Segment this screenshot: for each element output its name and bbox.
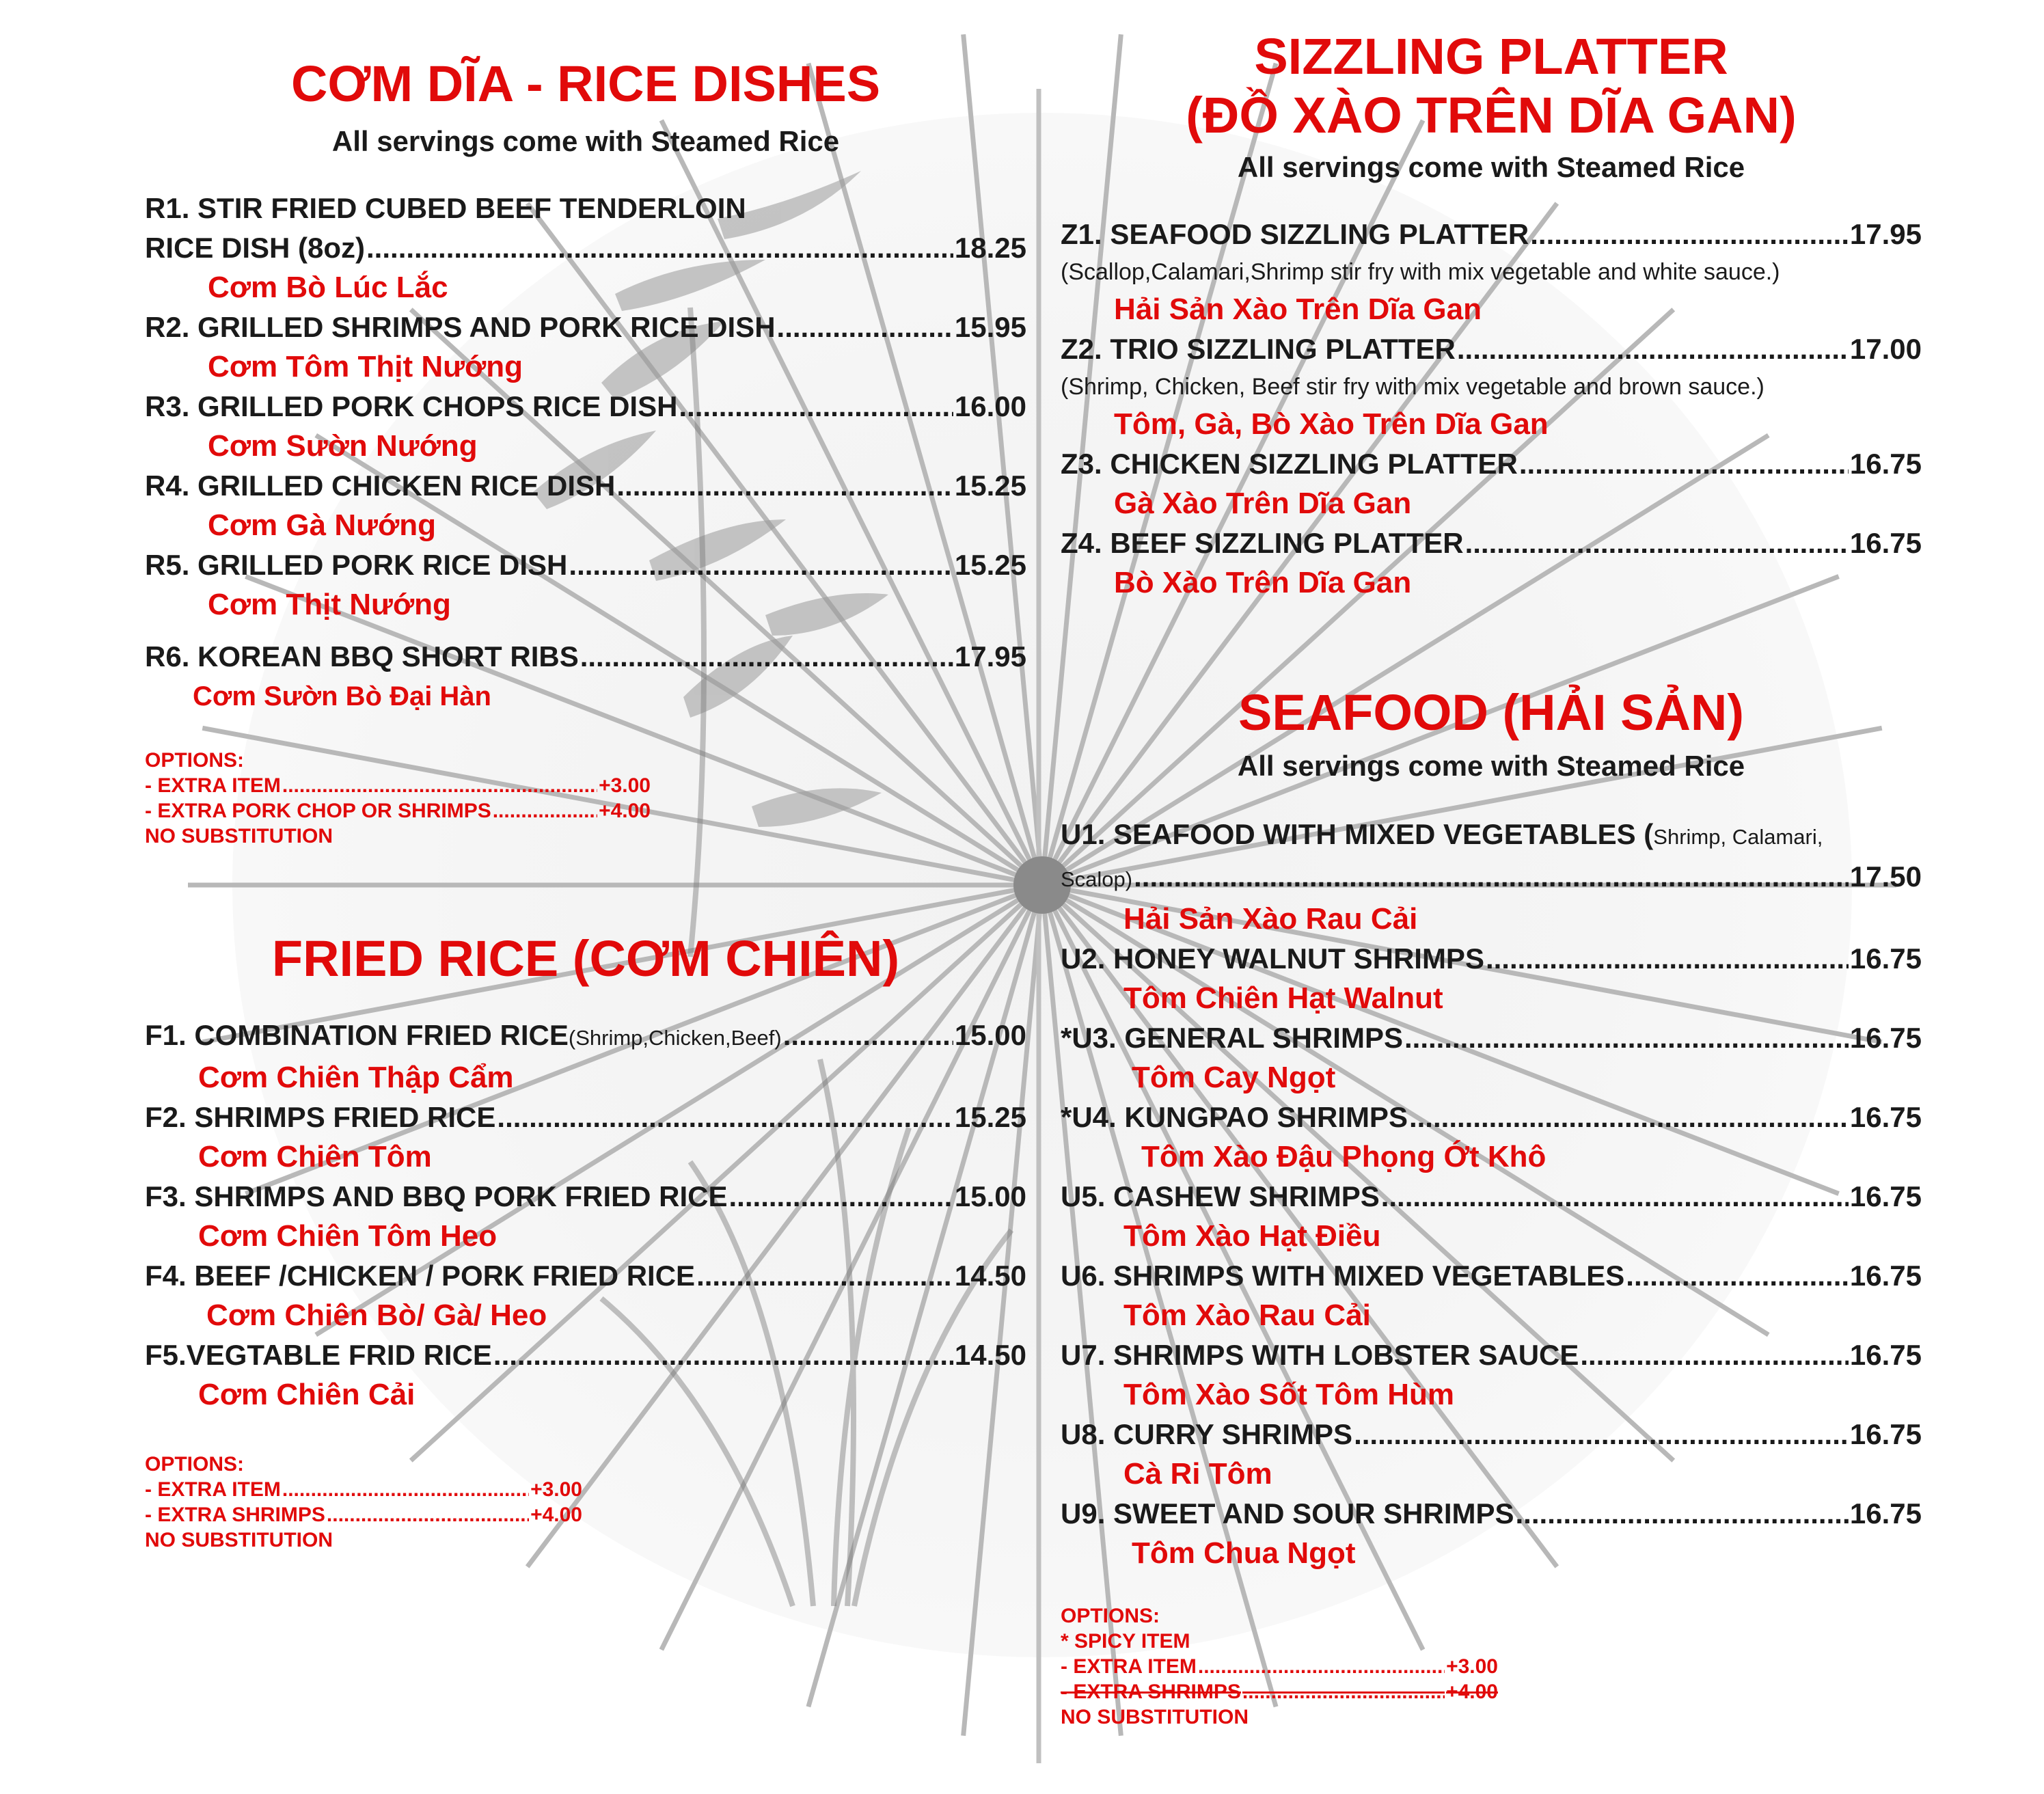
menu-item-u5: [1061, 1177, 1922, 1256]
item-price: 16.75: [1849, 1497, 1922, 1530]
leader-dots: [729, 1177, 953, 1217]
item-price: 15.25: [954, 470, 1026, 502]
leader-dots: [282, 1477, 529, 1502]
leader-dots: [1530, 215, 1849, 254]
option-price: +4.00: [599, 800, 651, 822]
sizzling-subtitle: All servings come with Steamed Rice: [1237, 151, 1745, 183]
menu-item-r3: [145, 387, 1026, 466]
leader-dots: [1580, 1335, 1849, 1375]
menu-item-z1: [1061, 215, 1922, 329]
option-row: [145, 798, 651, 824]
item-vietnamese-name: Cơm Chiên Thập Cẩm: [198, 1061, 514, 1094]
menu-item-u1: [1061, 815, 1922, 939]
item-name: U9. SWEET AND SOUR SHRIMPS: [1061, 1497, 1514, 1530]
no-substitution-note: NO SUBSTITUTION: [145, 1529, 333, 1551]
item-name: F2. SHRIMPS FRIED RICE: [145, 1101, 496, 1133]
leader-dots: [679, 387, 953, 426]
leader-dots: [696, 1256, 953, 1296]
rice-dishes-list: [145, 189, 1026, 716]
option-row: [145, 1502, 582, 1527]
menu-item-f1: [145, 1016, 1026, 1098]
item-vietnamese-name: Hải Sản Xào Trên Dĩa Gan: [1114, 293, 1482, 326]
leader-dots: [327, 1502, 529, 1527]
no-substitution-note: NO SUBSTITUTION: [1061, 1706, 1249, 1728]
item-name: F3. SHRIMPS AND BBQ PORK FRIED RICE: [145, 1180, 728, 1212]
item-vietnamese-name: Cơm Sườn Nướng: [208, 429, 478, 463]
leader-dots: [1198, 1654, 1445, 1679]
option-label: - EXTRA ITEM: [145, 774, 281, 797]
item-price: 18.25: [954, 232, 1026, 264]
menu-item-u6: [1061, 1256, 1922, 1335]
option-row: [145, 773, 651, 798]
item-vietnamese-name: Gà Xào Trên Dĩa Gan: [1114, 487, 1412, 520]
menu-item-z2: [1061, 329, 1922, 444]
menu-item-f5: [145, 1335, 1026, 1415]
leader-dots: [1465, 524, 1849, 563]
item-vietnamese-name: Cơm Tôm Thịt Nướng: [208, 350, 523, 383]
option-price: +3.00: [530, 1478, 582, 1501]
item-price: 16.75: [1849, 942, 1922, 975]
seafood-list: [1061, 815, 1922, 1573]
item-price: 15.95: [954, 311, 1026, 343]
option-label: - EXTRA ITEM: [1061, 1655, 1197, 1678]
leader-dots: [493, 798, 597, 824]
item-vietnamese-name: Tôm Xào Hạt Điều: [1123, 1219, 1381, 1253]
option-price: +3.00: [599, 774, 651, 797]
item-price: 15.25: [954, 1101, 1026, 1133]
menu-item-r1: [145, 189, 1026, 308]
leader-dots: [1519, 444, 1849, 484]
item-price: 14.50: [954, 1260, 1026, 1292]
item-vietnamese-name: Cơm Sườn Bò Đại Hàn: [193, 681, 491, 711]
item-name: Z2. TRIO SIZZLING PLATTER: [1061, 333, 1456, 365]
item-vietnamese-name: Tôm, Gà, Bò Xào Trên Dĩa Gan: [1114, 407, 1549, 441]
seafood-options: [1061, 1603, 1922, 1730]
item-name: F5.VEGTABLE FRID RICE: [145, 1339, 492, 1371]
item-vietnamese-name: Tôm Xào Rau Cải: [1123, 1299, 1371, 1332]
item-name: R2. GRILLED SHRIMPS AND PORK RICE DISH: [145, 311, 776, 343]
option-price: +4.00: [1446, 1681, 1498, 1703]
item-vietnamese-name: Tôm Xào Đậu Phọng Ớt Khô: [1141, 1140, 1546, 1173]
item-vietnamese-name: Cơm Chiên Tôm: [198, 1140, 432, 1173]
item-price: 15.25: [954, 549, 1026, 581]
menu-item-u9: [1061, 1494, 1922, 1573]
fried-rice-title: FRIED RICE (CƠM CHIÊN): [271, 930, 900, 987]
item-name: *U3. GENERAL SHRIMPS: [1061, 1022, 1403, 1054]
item-vietnamese-name: Cơm Thịt Nướng: [208, 588, 451, 621]
item-vietnamese-name: Hải Sản Xào Rau Cải: [1123, 902, 1418, 936]
leader-dots: [1404, 1018, 1849, 1058]
fried-rice-section: [145, 929, 1026, 1553]
item-name: U8. CURRY SHRIMPS: [1061, 1418, 1353, 1450]
item-name-cont: RICE DISH (8oz): [145, 232, 366, 264]
item-price: 16.75: [1849, 1101, 1922, 1133]
item-vietnamese-name: Tôm Xào Sốt Tôm Hùm: [1123, 1378, 1454, 1411]
item-price: 16.75: [1849, 1022, 1922, 1054]
item-price: 16.75: [1849, 1339, 1922, 1371]
item-price: 14.50: [954, 1339, 1026, 1371]
leader-dots: [1134, 857, 1849, 897]
spicy-item-note: * SPICY ITEM: [1061, 1630, 1190, 1653]
item-vietnamese-name: Tôm Chiên Hạt Walnut: [1123, 981, 1443, 1015]
item-name: R4. GRILLED CHICKEN RICE DISH: [145, 470, 616, 502]
options-label: OPTIONS:: [1061, 1605, 1160, 1627]
leader-dots: [1354, 1415, 1849, 1454]
sizzling-list: [1061, 215, 1922, 603]
menu-item-u2: [1061, 939, 1922, 1018]
item-name: F4. BEEF /CHICKEN / PORK FRIED RICE: [145, 1260, 696, 1292]
item-name-cont: Scalop): [1061, 867, 1133, 891]
leader-dots: [1626, 1256, 1849, 1296]
seafood-subtitle: All servings come with Steamed Rice: [1237, 750, 1745, 782]
menu-item-z4: [1061, 524, 1922, 603]
rice-dishes-section: [145, 55, 1026, 849]
leader-dots: [493, 1335, 953, 1375]
item-price: 17.95: [954, 640, 1026, 672]
item-vietnamese-name: Cơm Gà Nướng: [208, 508, 436, 542]
item-price: 15.00: [954, 1180, 1026, 1212]
menu-item-r2: [145, 308, 1026, 387]
leader-dots: [569, 545, 953, 585]
menu-item-f4: [145, 1256, 1026, 1335]
option-label: - EXTRA PORK CHOP OR SHRIMPS: [145, 800, 491, 822]
item-price: 16.75: [1849, 1180, 1922, 1212]
item-name: R5. GRILLED PORK RICE DISH: [145, 549, 568, 581]
leader-dots: [282, 773, 597, 798]
item-vietnamese-name: Bò Xào Trên Dĩa Gan: [1114, 566, 1412, 599]
menu-item-u4: [1061, 1098, 1922, 1177]
item-price: 16.75: [1849, 1260, 1922, 1292]
left-column: [145, 55, 1026, 1553]
item-price: 17.50: [1849, 860, 1922, 893]
no-substitution-note: NO SUBSTITUTION: [145, 825, 333, 847]
leader-dots: [497, 1098, 953, 1137]
item-note: Shrimp, Calamari,: [1653, 825, 1823, 849]
menu-item-r6: [145, 637, 1026, 716]
rice-dishes-options: [145, 748, 1026, 849]
item-description: (Scallop,Calamari,Shrimp stir fry with mix vegetable and white sauce.): [1061, 259, 1780, 285]
item-price: 16.75: [1849, 1418, 1922, 1450]
item-name: Z3. CHICKEN SIZZLING PLATTER: [1061, 448, 1518, 480]
option-price: +3.00: [1446, 1655, 1498, 1678]
item-price: 17.95: [1849, 218, 1922, 250]
leader-dots: [1486, 939, 1849, 979]
menu-item-u8: [1061, 1415, 1922, 1494]
seafood-title: SEAFOOD (HẢI SẢN): [1238, 684, 1744, 741]
sizzling-title: SIZZLING PLATTER: [1254, 28, 1728, 85]
item-description: (Shrimp, Chicken, Beef stir fry with mix vegetable and brown sauce.): [1061, 374, 1764, 400]
item-vietnamese-name: Cà Ri Tôm: [1123, 1457, 1272, 1491]
rice-dishes-subtitle: All servings come with Steamed Rice: [331, 125, 840, 157]
item-name: Z1. SEAFOOD SIZZLING PLATTER: [1061, 218, 1529, 250]
item-price: 17.00: [1849, 333, 1922, 365]
menu-item-z3: [1061, 444, 1922, 524]
option-row: [1061, 1654, 1498, 1679]
sizzling-title-vietnamese: (ĐỒ XÀO TRÊN DĨA GAN): [1186, 87, 1797, 144]
item-price: 16.75: [1849, 527, 1922, 559]
item-name: R1. STIR FRIED CUBED BEEF TENDERLOIN: [145, 192, 746, 224]
leader-dots: [783, 1016, 953, 1055]
seafood-section: [1061, 683, 1922, 1730]
leader-dots: [777, 308, 953, 347]
item-vietnamese-name: Cơm Chiên Bò/ Gà/ Heo: [206, 1299, 547, 1332]
item-note: (Shrimp,Chicken,Beef): [568, 1026, 782, 1050]
leader-dots: [1242, 1679, 1445, 1704]
options-label: OPTIONS:: [145, 749, 245, 772]
menu-item-f3: [145, 1177, 1026, 1256]
item-vietnamese-name: Cơm Chiên Tôm Heo: [198, 1219, 498, 1253]
fried-rice-list: [145, 1016, 1026, 1415]
menu-item-r4: [145, 466, 1026, 545]
option-row: [145, 1477, 582, 1502]
option-label: - EXTRA ITEM: [145, 1478, 281, 1501]
item-name: U7. SHRIMPS WITH LOBSTER SAUCE: [1061, 1339, 1579, 1371]
leader-dots: [1516, 1494, 1849, 1534]
item-vietnamese-name: Cơm Bò Lúc Lắc: [208, 271, 448, 304]
leader-dots: [616, 466, 953, 506]
leader-dots: [1409, 1098, 1849, 1137]
item-name: R6. KOREAN BBQ SHORT RIBS: [145, 640, 579, 672]
item-name: U2. HONEY WALNUT SHRIMPS: [1061, 942, 1484, 975]
option-label: - EXTRA SHRIMPS: [145, 1504, 325, 1526]
menu-item-u7: [1061, 1335, 1922, 1415]
leader-dots: [580, 637, 953, 677]
item-name: F1. COMBINATION FRIED RICE: [145, 1019, 569, 1051]
item-vietnamese-name: Tôm Chua Ngọt: [1132, 1536, 1356, 1570]
option-price: +4.00: [530, 1504, 582, 1526]
item-name: *U4. KUNGPAO SHRIMPS: [1061, 1101, 1408, 1133]
item-price: 15.00: [954, 1019, 1026, 1051]
item-name: R3. GRILLED PORK CHOPS RICE DISH: [145, 390, 678, 422]
menu-item-f2: [145, 1098, 1026, 1177]
option-label: - EXTRA SHRIMPS: [1061, 1681, 1241, 1703]
item-vietnamese-name: Tôm Cay Ngọt: [1132, 1061, 1336, 1094]
rice-dishes-title: CƠM DĨA - RICE DISHES: [290, 55, 881, 112]
item-price: 16.75: [1849, 448, 1922, 480]
leader-dots: [366, 228, 953, 268]
options-label: OPTIONS:: [145, 1453, 245, 1476]
menu-item-r5: [145, 545, 1026, 625]
item-name: U6. SHRIMPS WITH MIXED VEGETABLES: [1061, 1260, 1625, 1292]
item-name: U1. SEAFOOD WITH MIXED VEGETABLES (: [1061, 818, 1654, 850]
option-row-struck: [1061, 1679, 1498, 1704]
fried-rice-options: [145, 1452, 1026, 1553]
item-name: U5. CASHEW SHRIMPS: [1061, 1180, 1380, 1212]
menu-item-u3: [1061, 1018, 1922, 1098]
item-price: 16.00: [954, 390, 1026, 422]
item-vietnamese-name: Cơm Chiên Cải: [198, 1378, 415, 1411]
leader-dots: [1457, 329, 1849, 369]
leader-dots: [1381, 1177, 1849, 1217]
right-column: [1061, 27, 1922, 1730]
sizzling-platter-section: [1061, 27, 1922, 603]
item-name: Z4. BEEF SIZZLING PLATTER: [1061, 527, 1464, 559]
